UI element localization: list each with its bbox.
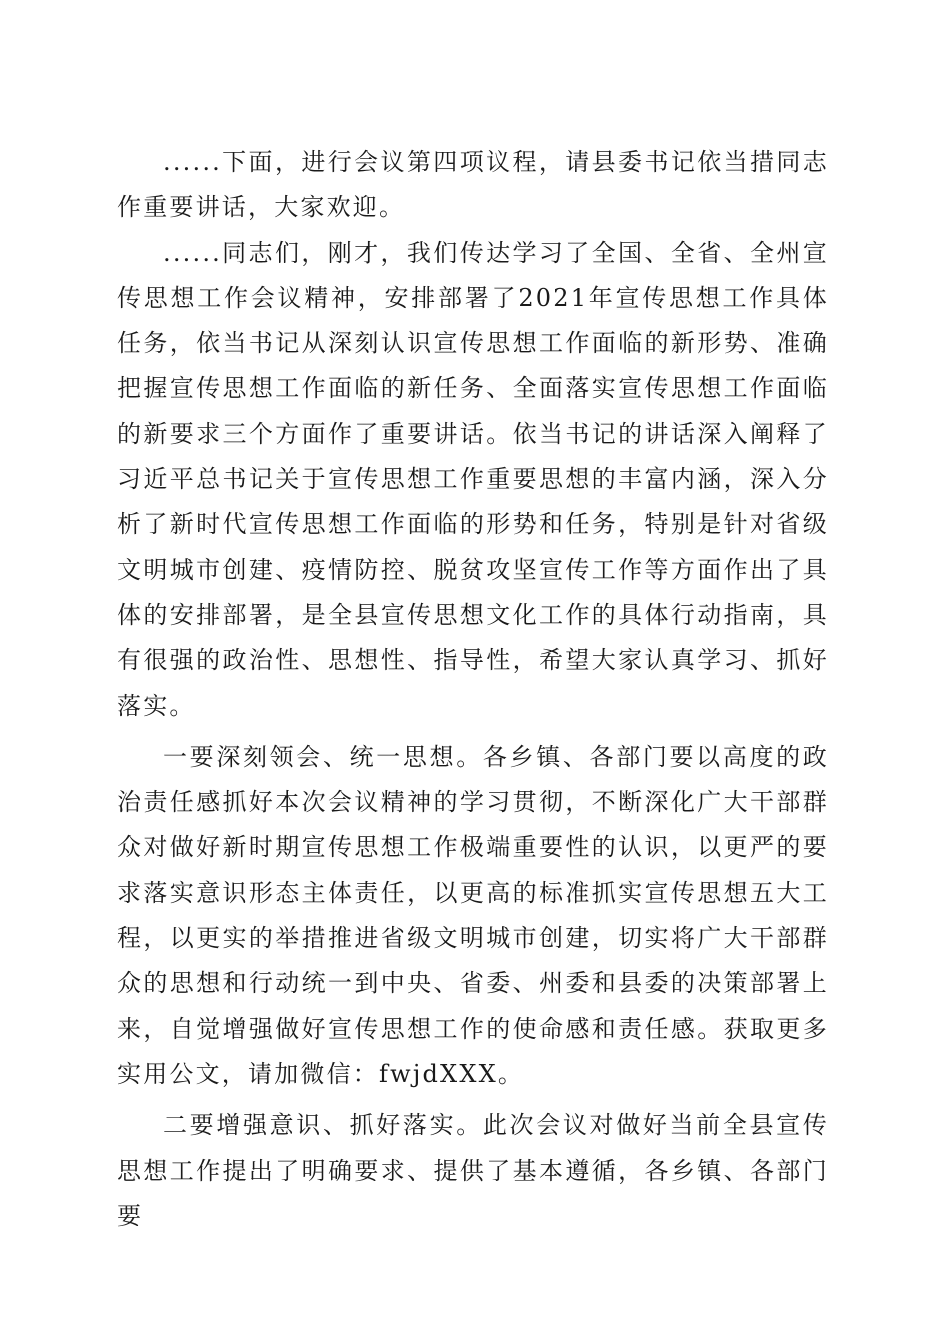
paragraph-point-one: 一要深刻领会、统一思想。各乡镇、各部门要以高度的政治责任感抓好本次会议精神的学习贯彻，不断深化广大干部群众对做好新时期宣传思想工作极端重要性的认识，以更严的要求落实意识形态主体责任，以更高的标准抓实宣传思想五大工程，以更实的举措推进省级文明城市创建，切实将广大干部群众的思想和行动统一到中央、省委、州委和县委的决策部署上来，自觉增强做好宣传思想工作的使命感和责任感。获取更多实用公文，请加微信：fwjdXXX。 <box>117 742 829 1088</box>
paragraph-agenda-item: ......下面，进行会议第四项议程，请县委书记依当措同志作重要讲话，大家欢迎。 <box>117 148 829 222</box>
paragraph-summary: ......同志们，刚才，我们传达学习了全国、全省、全州宣传思想工作会议精神，安排部署了2021年宣传思想工作具体任务，依当书记从深刻认识宣传思想工作面临的新形势、准确把握宣传思想工作面临的新任务、全面落实宣传思想工作面临的新要求三个方面作了重要讲话。依当书记的讲话深入阐释了习近平总书记关于宣传思想工作重要思想的丰富内涵，深入分析了新时代宣传思想工作面临的形势和任务，特别是针对省级文明城市创建、疫情防控、脱贫攻坚宣传工作等方面作出了具体的安排部署，是全县宣传思想文化工作的具体行动指南，具有很强的政治性、思想性、指导性，希望大家认真学习、抓好落实。 <box>117 238 829 720</box>
paragraph-point-two: 二要增强意识、抓好落实。此次会议对做好当前全县宣传思想工作提出了明确要求、提供了基本遵循，各乡镇、各部门要 <box>117 1111 829 1230</box>
document-body <box>117 140 829 1239</box>
